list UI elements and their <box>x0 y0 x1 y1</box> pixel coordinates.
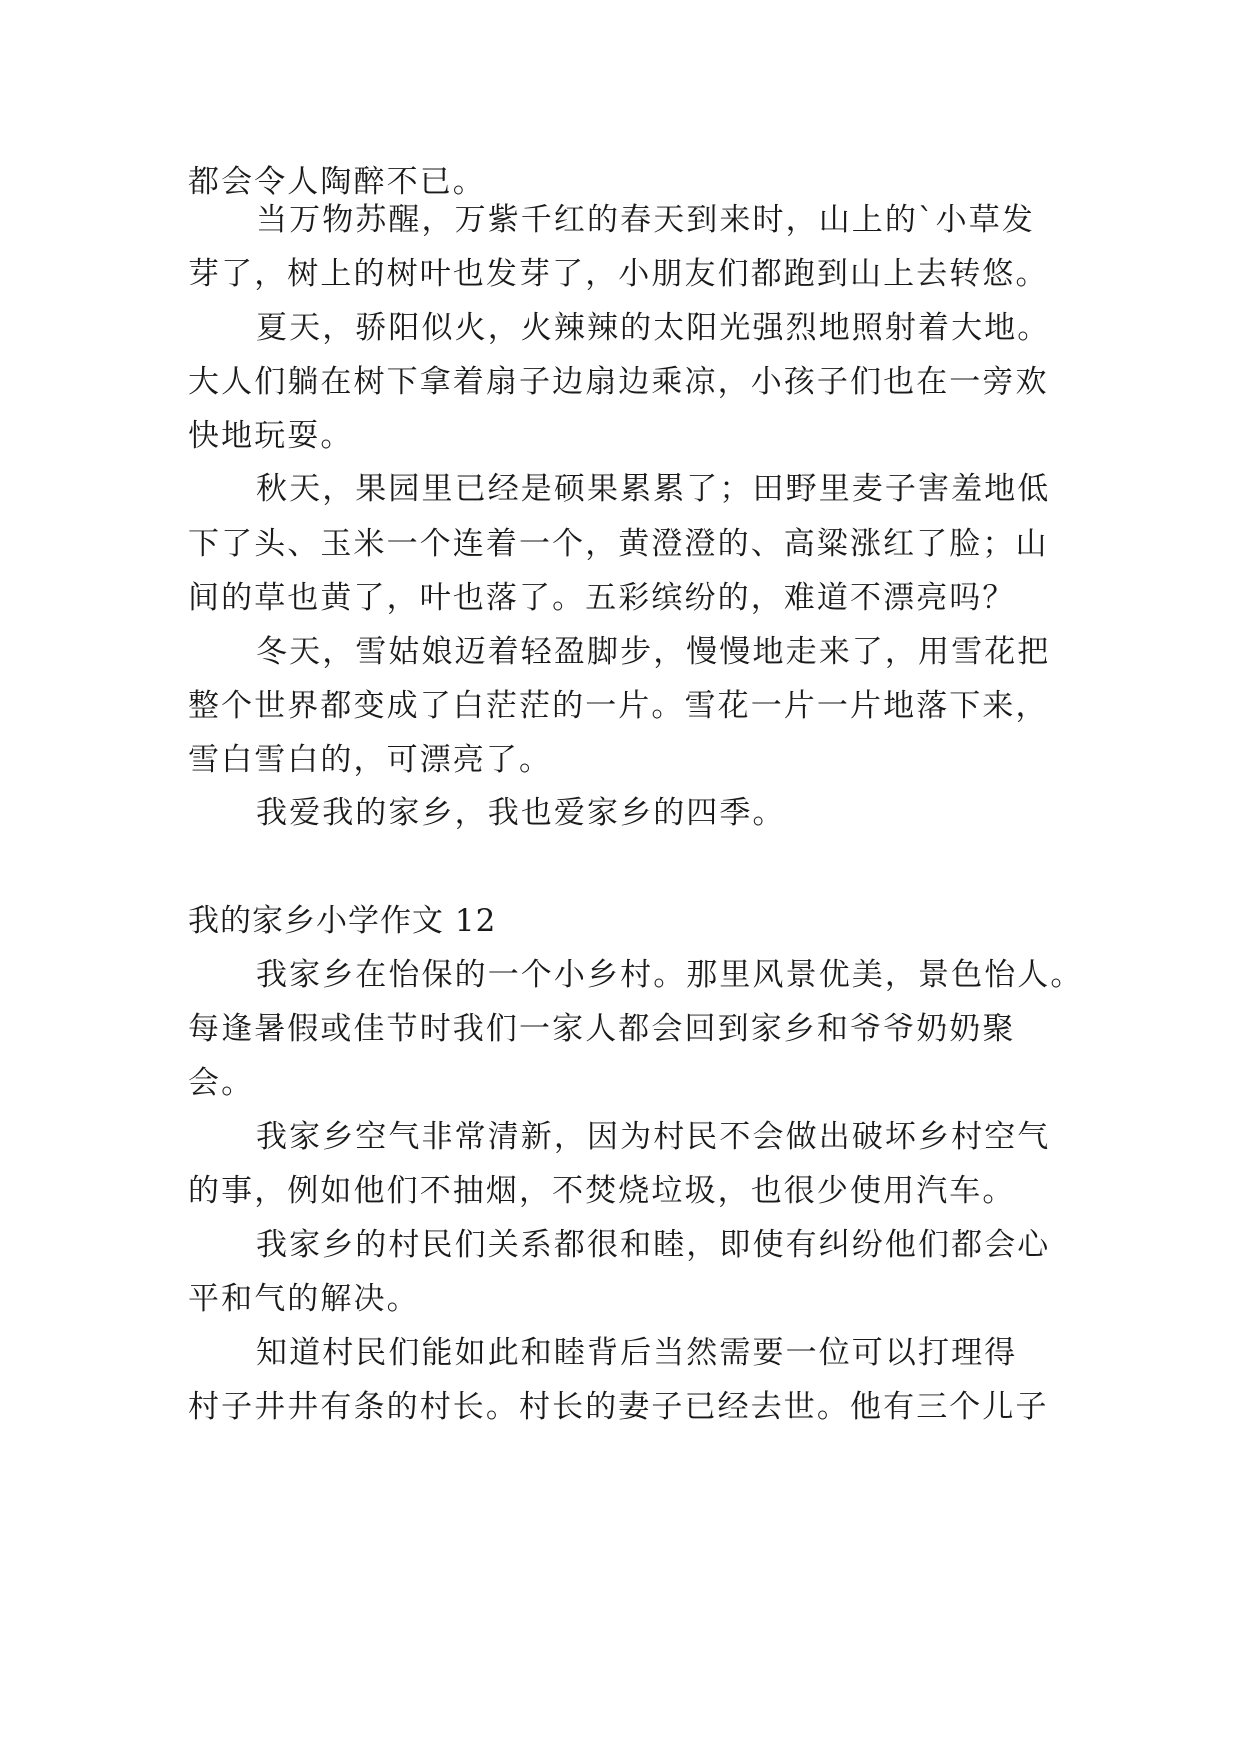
paragraph-line: 我家乡空气非常清新，因为村民不会做出破坏乡村空气 <box>256 1119 1051 1155</box>
paragraph-line: 整个世界都变成了白茫茫的一片。雪花一片一片地落下来， <box>188 688 1049 724</box>
paragraph-line: 的事，例如他们不抽烟，不焚烧垃圾，也很少使用汽车。 <box>188 1173 1016 1209</box>
paragraph-line: 我爱我的家乡，我也爱家乡的四季。 <box>256 795 786 831</box>
paragraph-line: 秋天，果园里已经是硕果累累了；田野里麦子害羞地低 <box>256 471 1051 507</box>
paragraph-line: 平和气的解决。 <box>188 1281 420 1317</box>
paragraph-line: 当万物苏醒，万紫千红的春天到来时，山上的`小草发 <box>256 202 1035 238</box>
paragraph-line: 雪白雪白的，可漂亮了。 <box>188 742 553 778</box>
paragraph-line: 快地玩耍。 <box>188 418 354 454</box>
paragraph-line: 芽了，树上的树叶也发芽了，小朋友们都跑到山上去转悠。 <box>188 256 1049 292</box>
paragraph-line: 都会令人陶醉不已。 <box>188 164 486 200</box>
paragraph-line: 我家乡在怡保的一个小乡村。那里风景优美，景色怡人。 <box>256 957 1084 993</box>
paragraph-line: 我家乡的村民们关系都很和睦，即使有纠纷他们都会心 <box>256 1227 1051 1263</box>
paragraph-line: 夏天，骄阳似火，火辣辣的太阳光强烈地照射着大地。 <box>256 310 1051 346</box>
paragraph-line: 冬天，雪姑娘迈着轻盈脚步，慢慢地走来了，用雪花把 <box>256 634 1051 670</box>
paragraph-line: 大人们躺在树下拿着扇子边扇边乘凉，小孩子们也在一旁欢 <box>188 364 1049 400</box>
section-heading: 我的家乡小学作文 12 <box>188 903 497 939</box>
paragraph-line: 下了头、玉米一个连着一个，黄澄澄的、高粱涨红了脸；山 <box>188 526 1049 562</box>
paragraph-line: 知道村民们能如此和睦背后当然需要一位可以打理得 <box>256 1335 1018 1371</box>
paragraph-line: 村子井井有条的村长。村长的妻子已经去世。他有三个儿子 <box>188 1389 1049 1425</box>
paragraph-line: 会。 <box>188 1065 255 1101</box>
paragraph-line: 每逢暑假或佳节时我们一家人都会回到家乡和爷爷奶奶聚 <box>188 1011 1016 1047</box>
paragraph-line: 间的草也黄了，叶也落了。五彩缤纷的，难道不漂亮吗？ <box>188 580 1016 616</box>
